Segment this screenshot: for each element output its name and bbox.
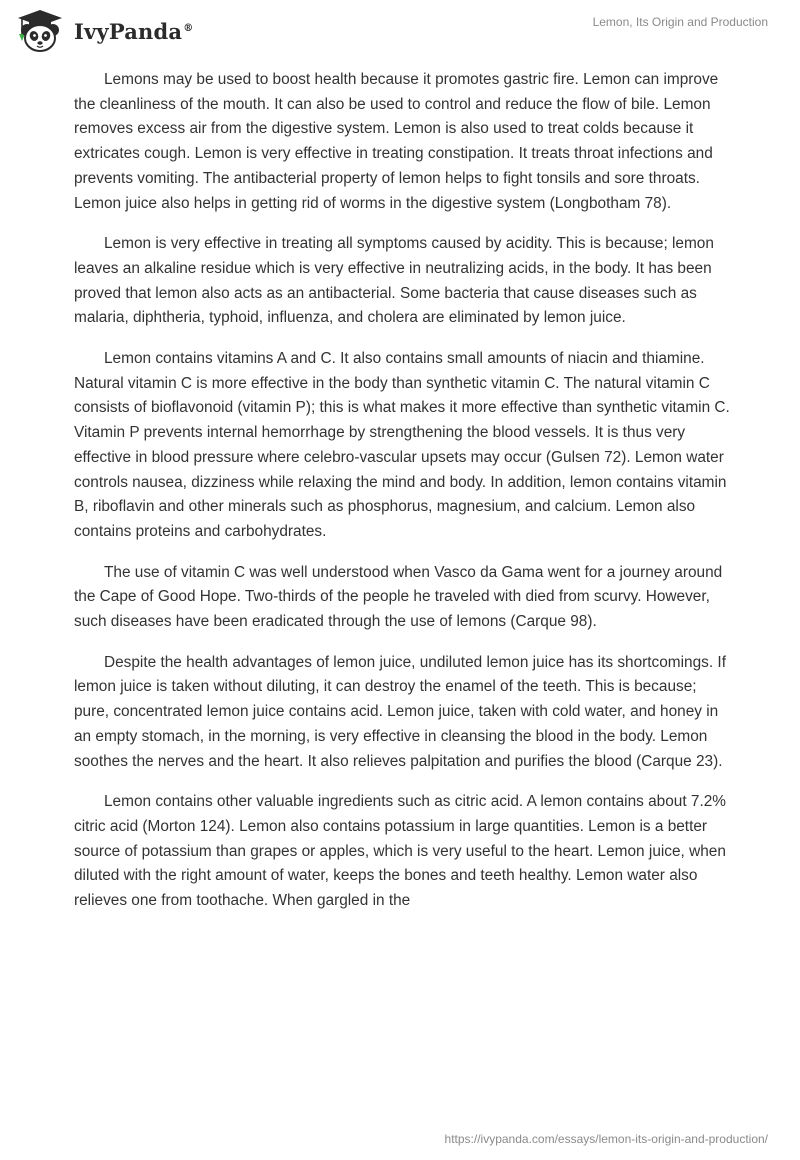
paragraph-2: Lemon is very effective in treating all symptoms caused by acidity. This is because; lemon leaves an alkaline residue which is very effective in neutralizing acids, in the body. It has been proved that lemon also acts as an antibacterial. Some bacteria that cause diseases such as malaria, diphtheria, typhoid, influenza, and cholera are eliminated by lemon juice. [74, 235, 714, 327]
paragraph-6: Lemon contains other valuable ingredients such as citric acid. A lemon contains about 7.2% citric acid (Morton 124). Lemon also contains potassium in large quantities. Lemon is a better source of potassium than grapes or apples, which is very useful to the heart. Lemon juice, when diluted with the right amount of water, keeps the bones and teeth healthy. Lemon water also relieves one from toothache. When gargled in the [74, 793, 726, 910]
page-header [0, 0, 800, 60]
essay-body [74, 68, 734, 930]
ivypanda-logo[interactable] [14, 8, 193, 54]
registered-mark: ® [183, 22, 194, 34]
document-title: Lemon, Its Origin and Production [592, 15, 768, 29]
paragraph-5: Despite the health advantages of lemon juice, undiluted lemon juice has its shortcomings. If lemon juice is taken without diluting, it can destroy the enamel of the teeth. This is because; pure, concentrated lemon juice contains acid. Lemon juice, taken with cold water, and honey in an empty stomach, in the morning, is very effective in cleansing the blood in the body. Lemon soothes the nerves and the heart. It also relieves palpitation and purifies the blood (Carque 23). [74, 653, 726, 770]
paragraph-3: Lemon contains vitamins A and C. It also contains small amounts of niacin and thiamine. Natural vitamin C is more effective in the body than synthetic vitamin C. The natural vitamin C consists of bioflavonoid (vitamin P); this is what makes it more effective than synthetic vitamin C. Vitamin P prevents internal hemorrhage by strengthening the blood vessels. It is thus very effective in blood pressure where celebro-vascular upsets may occur (Gulsen 72). Lemon water controls nausea, dizziness while relaxing the mind and body. In addition, lemon contains vitamin B, riboflavin and other minerals such as phosphorus, magnesium, and calcium. Lemon also contains proteins and carbohydrates. [74, 350, 730, 540]
brand-name: IvyPanda® [74, 18, 194, 44]
panda-graduate-icon [14, 8, 66, 54]
paragraph-4: The use of vitamin C was well understood when Vasco da Gama went for a journey around the Cape of Good Hope. Two-thirds of the people he traveled with died from scurvy. However, such diseases have been eradicated through the use of lemons (Carque 98). [74, 563, 723, 631]
source-url-link[interactable]: https://ivypanda.com/essays/lemon-its-origin-and-production/ [444, 1132, 768, 1146]
paragraph-1: Lemons may be used to boost health because it promotes gastric fire. Lemon can improve the cleanliness of the mouth. It can also be used to control and reduce the flow of bile. Lemon removes excess air from the digestive system. Lemon is also used to treat colds because it extricates cough. Lemon is very effective in treating constipation. It treats throat infections and prevents vomiting. The antibacterial property of lemon helps to fight tonsils and sore throats. Lemon juice also helps in getting rid of worms in the digestive system (Longbotham 78). [74, 71, 719, 212]
